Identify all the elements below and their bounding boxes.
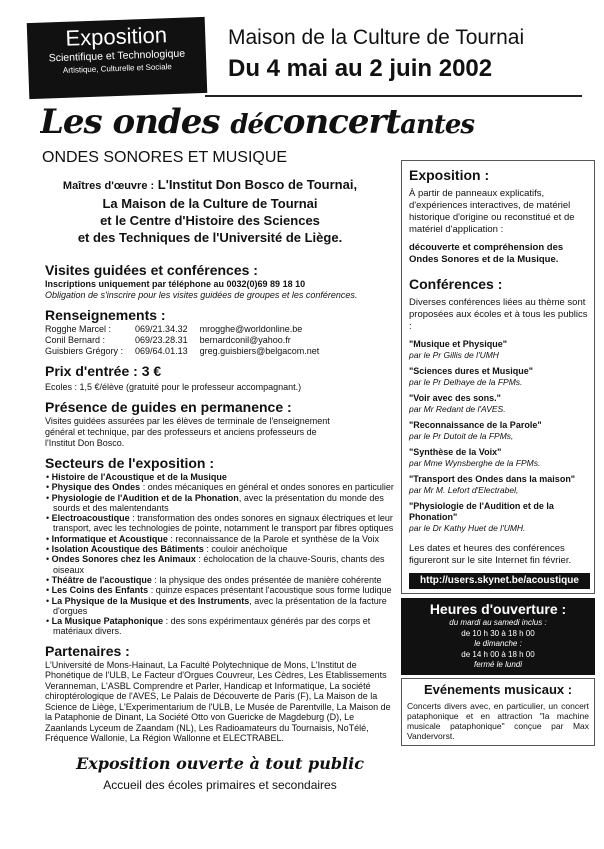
list-item (45, 482, 395, 492)
secteurs-list (45, 472, 395, 637)
evenements-box (401, 678, 595, 746)
title-word: antes (400, 110, 475, 140)
conference-item (409, 366, 590, 387)
conference-speaker: par le Pr Gillis de l'UMH (409, 350, 499, 360)
secteur-desc: : couloir anéchoïque (203, 544, 288, 555)
hours-line: de 10 h 30 à 18 h 00 (461, 628, 535, 638)
list-item (45, 493, 395, 514)
main-title (40, 100, 585, 147)
conference-speaker: par le Pr Dutoit de la FPMs, (409, 431, 514, 441)
banner-subtitle: Scientifique et Technologique (48, 47, 186, 65)
secteur-desc: : écholocation de la chauve-Souris, chants des oiseaux (53, 554, 385, 575)
dates-note: Les dates et heures des conférences figureront sur le site Internet fin février. (409, 543, 572, 566)
hours-line: fermé le lundi (473, 660, 523, 669)
website-link[interactable]: http://users.skynet.be/acoustique (409, 573, 590, 589)
conference-title: "Transport des Ondes dans la maison" (409, 474, 576, 484)
list-item (45, 554, 395, 575)
secteur-name: La Musique Pataphonique (51, 616, 164, 627)
conference-item (409, 447, 590, 468)
contact-name: Guisbiers Grégory : (45, 346, 124, 356)
subtitle: ONDES SONORES ET MUSIQUE (42, 149, 288, 166)
contact-name: Rogghe Marcel : (45, 324, 112, 334)
section-heading: Exposition : (409, 167, 490, 183)
presence-text: Visites guidées assurées par les élèves de terminale de l'enseignement général et technique, par des professeurs et anciens professeurs de l'Institut Don Bosco. (45, 416, 330, 448)
contact-email[interactable]: bernardconil@yahoo.fr (199, 335, 291, 345)
secteur-desc: : reconnaissance de la Parole et synthèse de la Voix (167, 533, 379, 544)
section-heading: Prix d'entrée : 3 € (45, 363, 162, 379)
list-item (45, 596, 395, 617)
partenaires-text: L'Université de Mons-Hainaut, La Faculté Polytechnique de Mons, L'Institut de Phonétique de l'ULB, Le Facteur d'Orgues Couvreur, Les Cèdres, Les Etablissements Veranneman, L'ASBL Comprendre et Parler, Handicap et Informatique, La société chiroptérologique de l'AVES, Le Palais de Découverte de Paris (F), La Maison de la Science de Liège, L'Experimentarium de l'ULB, Le Musée de Parentville, La Maison de la Pataphonie de Dinant, La Société Otto von Guericke de Magdeburg (D), Le Zaanlands Lyceum de Zaandam (NL), Les Radioamateurs du Tournaisis, NoTélé, Fréquence Wallonie, La Région Wallonne et ELECTRABEL. (45, 659, 391, 744)
secteur-name: Physique des Ondes (51, 482, 141, 493)
conference-speaker: par Mr Redant de l'AVES. (409, 404, 506, 414)
phone-line: Inscriptions uniquement par téléphone au 0032(0)69 89 18 10 (45, 279, 306, 289)
banner-title: Exposition (65, 22, 168, 51)
contact-phone: 069/23.28.31 (135, 335, 188, 345)
conference-item (409, 339, 590, 360)
partenaires-section (45, 643, 395, 744)
conference-title: "Synthèse de la Voix" (409, 447, 502, 457)
contacts-table (45, 324, 331, 357)
conference-title: "Sciences dures et Musique" (409, 366, 534, 376)
secteur-desc: : transformation des ondes sonores en signaux électriques et leur transport, avec les technologies de pointe, notamment le transport par fibres optiques (53, 513, 394, 534)
contact-phone: 069/64.01.13 (135, 346, 188, 356)
section-heading: Heures d'ouverture : (429, 601, 567, 617)
title-word: Les (40, 102, 102, 142)
section-heading: Conférences : (409, 276, 503, 292)
secteur-name: Théâtre de l'acoustique (51, 574, 152, 585)
section-heading: Partenaires : (45, 642, 130, 659)
maitres-oeuvre (30, 176, 390, 246)
list-item (45, 472, 395, 482)
title-word: dé (230, 110, 264, 140)
conference-speaker: par le Pr Delhaye de la FPMs. (409, 377, 523, 387)
secteur-desc: , avec la présentation du monde des sourds et des malentendants (53, 492, 384, 513)
secteur-name: Isolation Acoustique des Bâtiments (51, 544, 204, 555)
presence-section (45, 399, 395, 449)
contact-name: Conil Bernard : (45, 335, 106, 345)
right-column (401, 160, 595, 746)
conference-item (409, 393, 590, 414)
section-heading: Visites guidées et conférences : (45, 262, 258, 278)
dates: Du 4 mai au 2 juin 2002 (228, 55, 493, 82)
list-item (45, 585, 395, 595)
expo-text: À partir de panneaux explicatifs, d'expériences interactives, de matériel historique d'origine ou reconstitué et de matériel d'application : (409, 188, 575, 235)
list-item (45, 616, 395, 637)
list-item (45, 544, 395, 554)
expo-bold: découverte et compréhension des Ondes Sonores et de la Musique. (409, 242, 564, 265)
secteur-name: Electroacoustique (51, 513, 130, 524)
secteurs-section (45, 455, 395, 637)
conference-item (409, 474, 590, 495)
divider (205, 95, 582, 97)
contact-email[interactable]: greg.guisbiers@belgacom.net (199, 346, 320, 356)
list-item (45, 534, 395, 544)
accueil-text: Accueil des écoles primaires et secondaires (103, 777, 337, 792)
conference-title: "Musique et Physique" (409, 339, 508, 349)
conference-list (409, 339, 590, 533)
conference-title: "Voir avec des sons." (409, 393, 501, 403)
conference-item (409, 501, 590, 533)
heures-box (401, 598, 595, 675)
section-heading: Secteurs de l'exposition : (45, 455, 215, 471)
secteur-desc: : quinze espaces présentant l'acoustique sous forme ludique (148, 585, 392, 596)
secteur-desc: , avec la présentation de la facture d'orgues (53, 595, 387, 616)
secteur-name: Ondes Sonores chez les Animaux (51, 554, 196, 565)
maitre-line: et le Centre d'Histoire des Sciences (100, 213, 320, 228)
banner-subtitle-2: Artistique, Culturelle et Sociale (62, 62, 172, 75)
hours-line: de 14 h 00 à 18 h 00 (461, 649, 535, 659)
maitre-line: L'Institut Don Bosco de Tournai, (157, 177, 358, 192)
section-heading: Renseignements : (45, 307, 166, 323)
contact-phone: 069/21.34.32 (135, 324, 188, 334)
table-row (45, 324, 331, 335)
secteur-name: Histoire de l'Acoustique et de la Musique (51, 472, 227, 482)
list-item (45, 575, 395, 585)
conference-speaker: par le Dr Kathy Huet de l'UMH. (409, 523, 526, 533)
list-item (45, 513, 395, 534)
secteur-name: La Physique de la Musique et des Instruments (51, 595, 250, 606)
secteur-desc: : des sons expérimentaux générés par des corps et matériaux divers. (53, 616, 371, 637)
secteur-desc: : ondes mécaniques en général et ondes sonores en particulier (140, 482, 394, 493)
secteur-desc: : la physique des ondes présentée de manière cohérente (151, 574, 382, 585)
hours-line: du mardi au samedi inclus : (449, 618, 547, 627)
conference-item (409, 420, 590, 441)
visites-section (45, 262, 395, 301)
maitre-line: et des Techniques de l'Université de Liège. (77, 230, 343, 245)
left-column (45, 262, 395, 793)
conference-title: "Physiologie de l'Audition et de la Phonation" (409, 501, 554, 522)
prix-text: Ecoles : 1,5 €/élève (gratuité pour le professeur accompagnant.) (45, 382, 302, 392)
conference-title: "Reconnaissance de la Parole" (409, 420, 542, 430)
conference-speaker: par Mme Wynsberghe de la FPMs. (409, 458, 541, 468)
conf-text: Diverses conférences liées au thème sont proposées aux écoles et à tous les publics : (409, 297, 588, 332)
maitre-line: La Maison de la Culture de Tournai (102, 196, 318, 211)
secteur-name: Informatique et Acoustique (51, 533, 168, 544)
note: Obligation de s'inscrire pour les visites guidées de groupes et les conférences. (45, 290, 358, 300)
prix-section (45, 363, 395, 393)
sidebar-box (401, 160, 595, 594)
section-heading: Evénements musicaux : (423, 681, 573, 697)
ouverte-tagline: Exposition ouverte à tout public (76, 753, 364, 773)
contact-email[interactable]: mrogghe@worldonline.be (199, 324, 303, 334)
table-row (45, 335, 331, 346)
exposition-banner (27, 17, 208, 99)
renseignements-section (45, 307, 395, 357)
table-row (45, 346, 331, 357)
hours-line: le dimanche : (474, 639, 522, 648)
evenements-text: Concerts divers avec, en particulier, un concert pataphonique et en attraction "la machine musicale pataphonique" conçue par Max Vandervorst. (407, 700, 589, 741)
section-heading: Présence de guides en permanence : (45, 399, 292, 415)
secteur-name: Les Coins des Enfants (51, 585, 149, 596)
secteur-name: Physiologie de l'Audition et de la Phonation (51, 492, 239, 503)
conference-speaker: par Mr M. Lefort d'Electrabel, (409, 485, 519, 495)
title-word: ondes (112, 102, 220, 142)
maitres-label: Maîtres d'œuvre : (62, 180, 155, 192)
title-word: concert (263, 102, 401, 142)
venue: Maison de la Culture de Tournai (228, 26, 525, 49)
